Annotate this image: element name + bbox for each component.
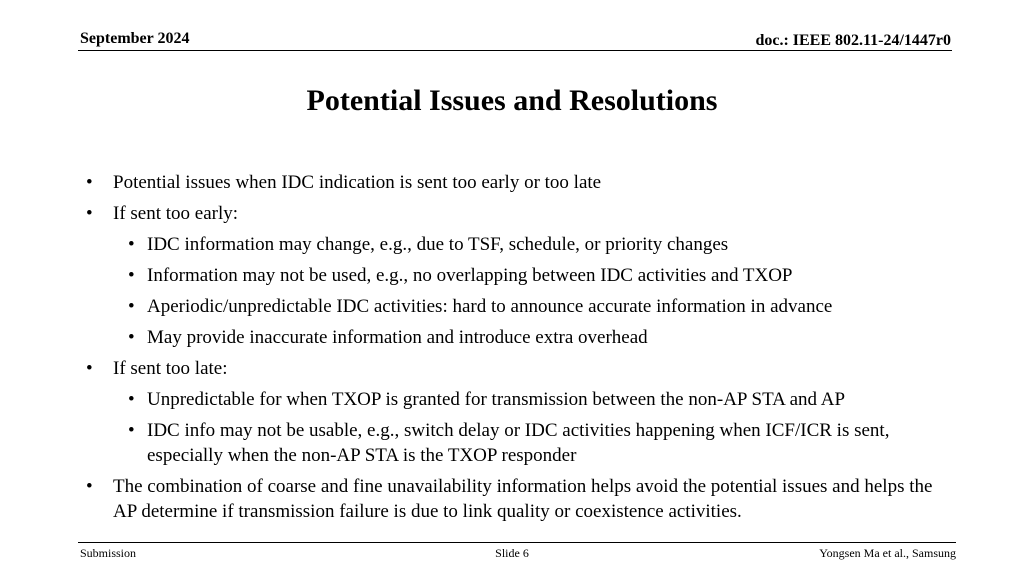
bullet-item bbox=[0, 170, 953, 195]
footer-submission: Submission bbox=[80, 546, 137, 560]
footer-authors: Yongsen Ma et al., Samsung bbox=[819, 546, 956, 560]
bullet-icon: • bbox=[86, 358, 93, 379]
bullet-icon: • bbox=[128, 327, 135, 348]
bullet-text: IDC info may not be usable, e.g., switch delay or IDC activities happening when ICF/ICR is sent, especially when the non-AP STA is the TXOP responder bbox=[147, 420, 890, 466]
bullet-text: Potential issues when IDC indication is sent too early or too late bbox=[113, 172, 602, 193]
bullet-item bbox=[0, 201, 953, 226]
bullet-text: Aperiodic/unpredictable IDC activities: hard to announce accurate information in advance bbox=[147, 296, 833, 317]
sub-bullet-item bbox=[0, 232, 947, 257]
bullet-text: If sent too early: bbox=[113, 203, 239, 224]
bullet-icon: • bbox=[128, 389, 135, 410]
sub-bullet-item bbox=[0, 418, 947, 468]
header-divider bbox=[78, 50, 952, 51]
bullet-icon: • bbox=[86, 203, 93, 224]
bullet-text: If sent too late: bbox=[113, 358, 228, 379]
sub-bullet-item bbox=[0, 294, 947, 319]
sub-bullet-item bbox=[0, 325, 947, 350]
bullet-icon: • bbox=[128, 420, 135, 441]
bullet-icon: • bbox=[128, 296, 135, 317]
sub-bullet-item bbox=[0, 263, 947, 288]
bullet-icon: • bbox=[86, 476, 93, 497]
bullet-icon: • bbox=[86, 172, 93, 193]
bullet-text: May provide inaccurate information and introduce extra overhead bbox=[147, 327, 648, 348]
bullet-icon: • bbox=[128, 265, 135, 286]
bullet-text: The combination of coarse and fine unavailability information helps avoid the potential issues and helps the AP determine if transmission failure is due to link quality or coexistence activities. bbox=[113, 476, 933, 522]
bullet-text: IDC information may change, e.g., due to TSF, schedule, or priority changes bbox=[147, 234, 729, 255]
bullet-list bbox=[0, 170, 1024, 530]
header-date: September 2024 bbox=[80, 30, 190, 47]
bullet-text: Unpredictable for when TXOP is granted for transmission between the non-AP STA and AP bbox=[147, 389, 846, 410]
footer-slide-number: Slide 6 bbox=[495, 546, 529, 560]
header-doc-id: doc.: IEEE 802.11-24/1447r0 bbox=[755, 32, 951, 49]
bullet-text: Information may not be used, e.g., no overlapping between IDC activities and TXOP bbox=[147, 265, 793, 286]
bullet-item bbox=[0, 474, 953, 524]
bullet-item bbox=[0, 356, 953, 381]
footer-divider bbox=[78, 542, 956, 543]
sub-bullet-item bbox=[0, 387, 947, 412]
slide-title: Potential Issues and Resolutions bbox=[306, 84, 718, 117]
bullet-icon: • bbox=[128, 234, 135, 255]
